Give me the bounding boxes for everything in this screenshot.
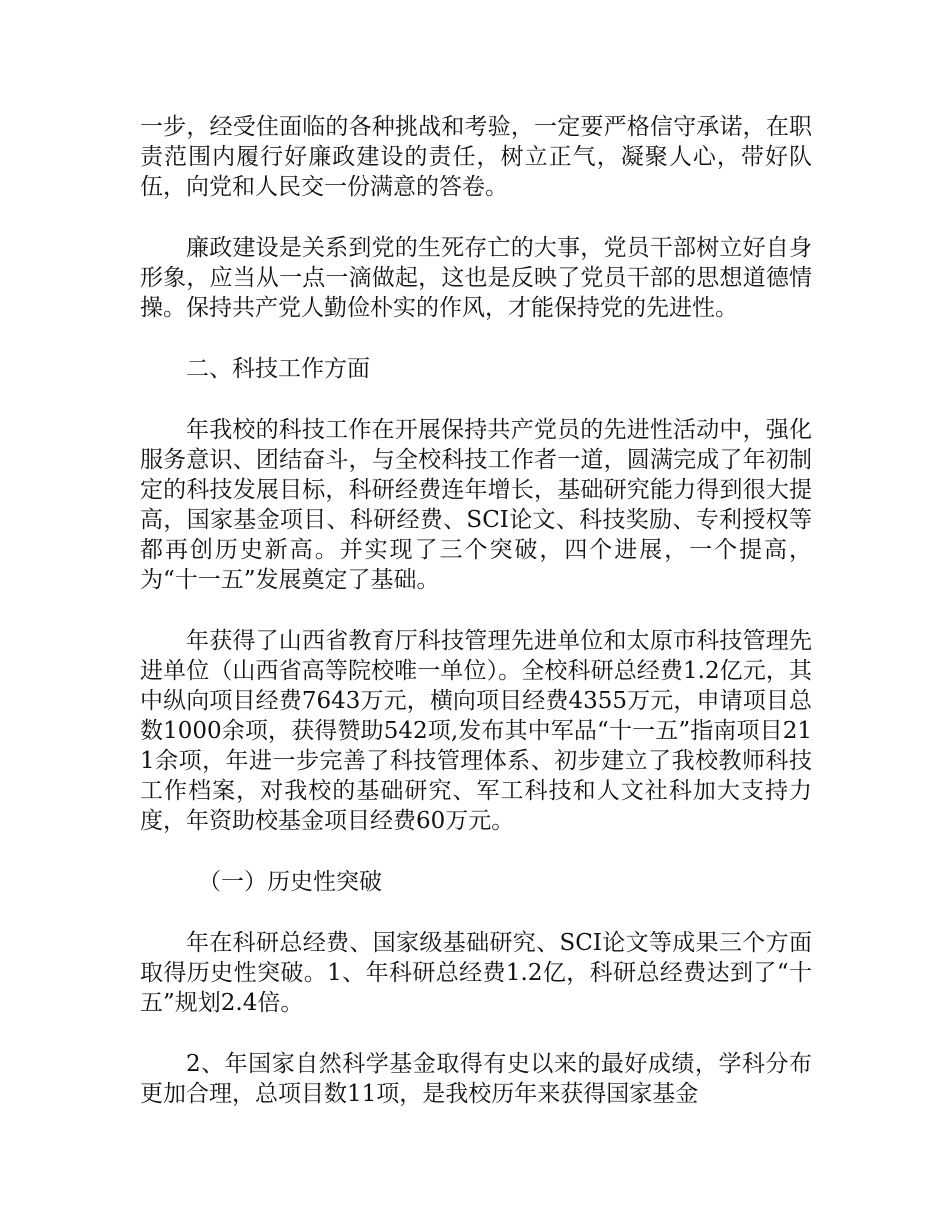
paragraph-2: 廉政建设是关系到党的生死存亡的大事，党员干部树立好自身形象，应当从一点一滴做起，这也是反映了党员干部的思想道德情操。保持共产党人勤俭朴实的作风，才能保持党的先进性。 xyxy=(140,235,812,321)
paragraph-1: 一步，经受住面临的各种挑战和考验，一定要严格信守承诺，在职责范围内履行好廉政建设的责任，树立正气，凝聚人心，带好队伍，向党和人民交一份满意的答卷。 xyxy=(140,114,812,200)
paragraph-5: 年在科研总经费、国家级基础研究、SCI论文等成果三个方面取得历史性突破。1、年科研总经费1.2亿，科研总经费达到了“十五”规划2.4倍。 xyxy=(140,930,812,1016)
paragraph-3: 年我校的科技工作在开展保持共产党员的先进性活动中，强化服务意识、团结奋斗，与全校科技工作者一道，圆满完成了年初制定的科技发展目标，科研经费连年增长，基础研究能力得到很大提高，国家基金项目、科研经费、SCI论文、科技奖励、专利授权等都再创历史新高。并实现了三个突破，四个进展，一个提高，为“十一五”发展奠定了基础。 xyxy=(140,417,812,593)
paragraph-6: 2、年国家自然科学基金取得有史以来的最好成绩，学科分布更加合理，总项目数11项，是我校历年来获得国家基金 xyxy=(140,1051,812,1107)
paragraph-4: 年获得了山西省教育厅科技管理先进单位和太原市科技管理先进单位（山西省高等院校唯一单位）。全校科研总经费1.2亿元，其中纵向项目经费7643万元，横向项目经费4355万元，申请项目总数1000余项，获得赞助542项,发布其中军品“十一五”指南项目211余项，年进一步完善了科技管理体系、初步建立了我校教师科技工作档案，对我校的基础研究、军工科技和人文社科加大支持力度，年资助校基金项目经费60万元。 xyxy=(140,628,812,834)
section-heading-tech-work: 二、科技工作方面 xyxy=(186,356,370,382)
subheading-historic-breakthrough: （一）历史性突破 xyxy=(198,869,382,895)
document-page xyxy=(140,112,812,1140)
